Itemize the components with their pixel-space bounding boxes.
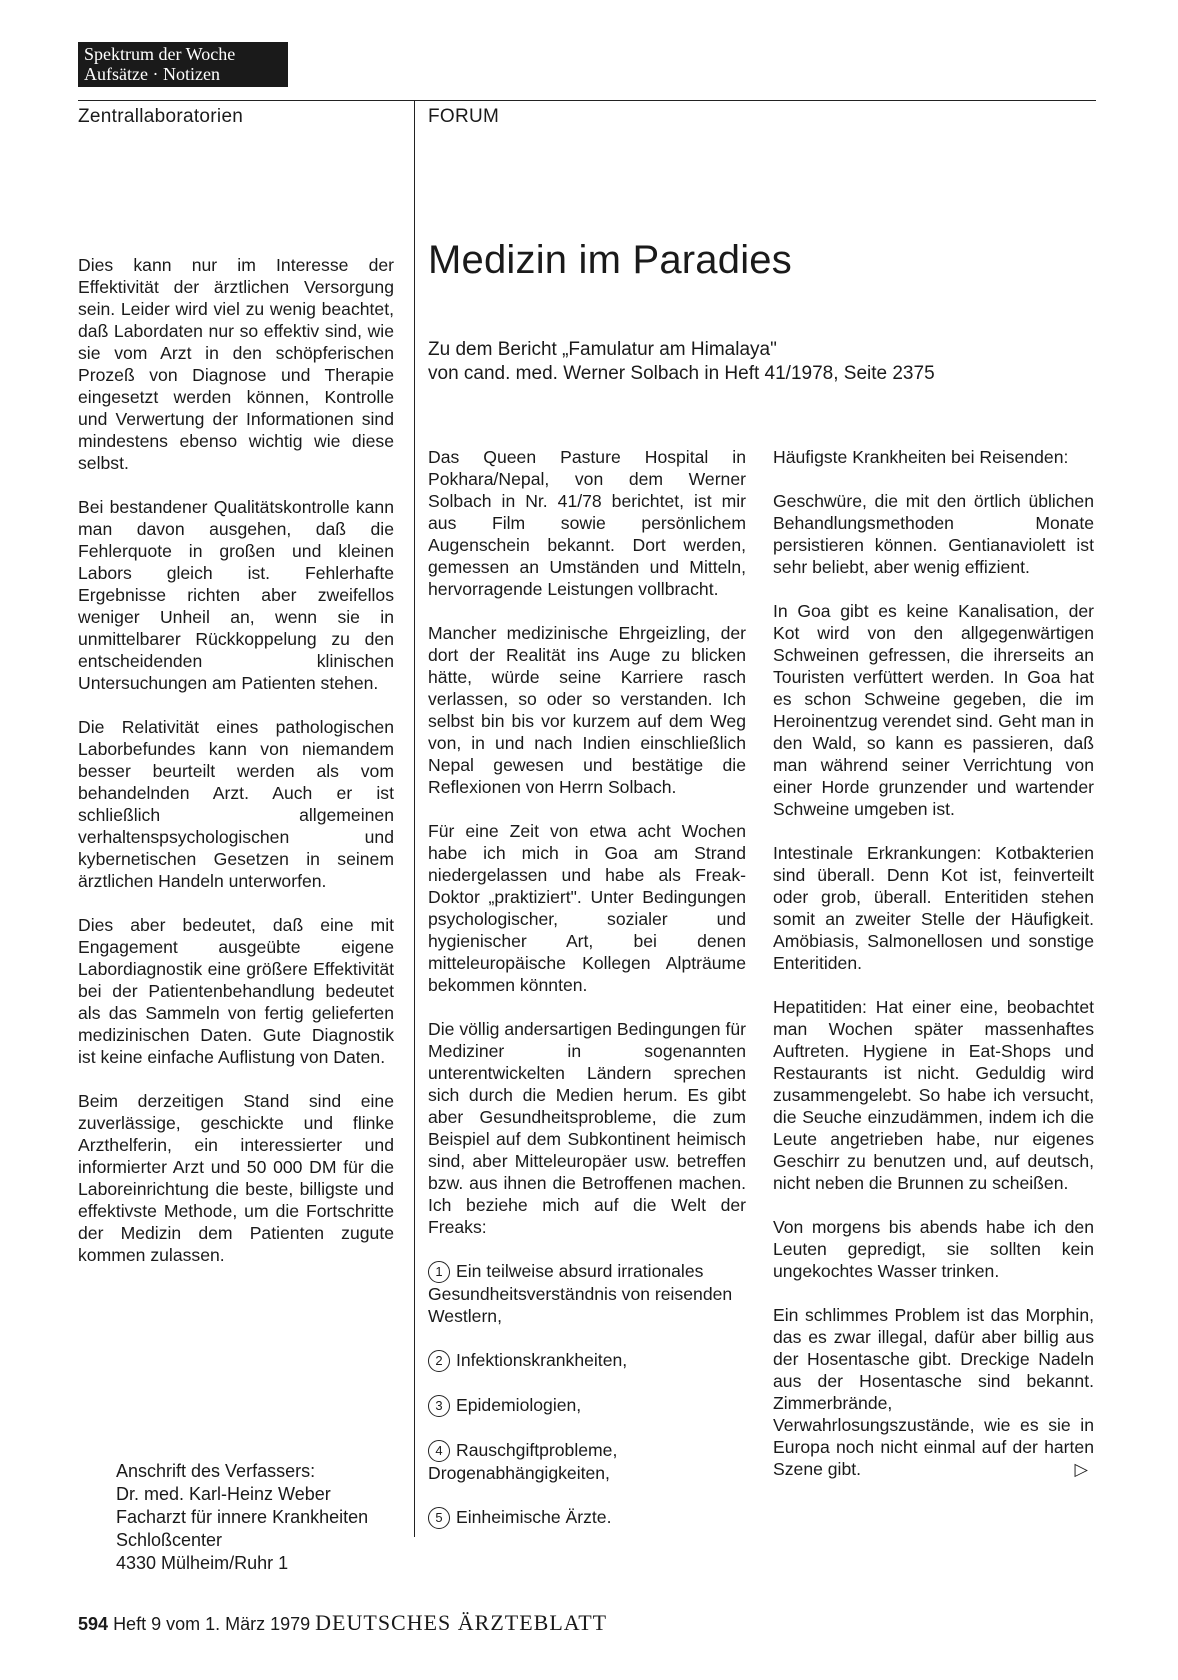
- paragraph: Intestinale Erkrankungen: Kotbakterien sind überall. Denn Kot ist, feinverteilt oder grob, überall. Enteritiden stehen somit an zweiter Stelle der Häufigkeit. Amöbiasis, Salmonellosen und sonstige Enteritiden.: [773, 843, 1094, 973]
- forum-column-1: [428, 446, 746, 1551]
- number-circle: 2: [428, 1350, 450, 1372]
- issue-info: Heft 9 vom 1. März 1979: [113, 1614, 311, 1634]
- address-label: Anschrift des Verfassers:: [116, 1461, 316, 1481]
- list-item: [428, 1260, 746, 1327]
- paragraph: Von morgens bis abends habe ich den Leuten gepredigt, sie sollten kein ungekochtes Wasser trinken.: [773, 1217, 1094, 1281]
- paragraph: Geschwüre, die mit den örtlich üblichen Behandlungsmethoden Monate persistieren können. Gentianaviolett ist sehr beliebt, aber wenig effizient.: [773, 491, 1094, 577]
- subtitle-line-1: Zu dem Bericht „Famulatur am Himalaya": [428, 339, 777, 360]
- column-divider: [414, 100, 415, 1537]
- paragraph: Dies aber bedeutet, daß eine mit Engagement ausgeübte eigene Labordiagnostik eine größere Effektivität bei der Patientenbehandlung bedeutet als das Sammeln von fertig gelieferten medizinischen Daten. Gute Diagnostik ist keine einfache Auflistung von Daten.: [78, 915, 394, 1067]
- number-circle: 1: [428, 1261, 450, 1283]
- paragraph: Für eine Zeit von etwa acht Wochen habe ich mich in Goa am Strand niedergelassen und habe als Freak-Doktor „praktiziert". Unter Bedingungen psychologischer, sozialer und hygienischer Art, bei denen mitteleuropäische Kollegen Alpträume bekommen könnten.: [428, 821, 746, 995]
- banner-line-1: Spektrum der Woche: [84, 44, 236, 64]
- author-address: [116, 1460, 368, 1575]
- article-subtitle: [428, 338, 1068, 386]
- paragraph: Das Queen Pasture Hospital in Pokhara/Nepal, von dem Werner Solbach in Nr. 41/78 berichtet, ist mir aus Film sowie persönlichem Augenschein bekannt. Dort werden, gemessen an Umständen und Mitteln, hervorragende Leistungen vollbracht.: [428, 447, 746, 599]
- forum-section-heading: FORUM: [428, 106, 500, 127]
- paragraph: In Goa gibt es keine Kanalisation, der Kot wird von den allgegenwärtigen Schweinen gefressen, die ihrerseits an Touristen verfüttert werden. In Goa hat es schon Schweine gegeben, die im Heroinentzug verendet sind. Geht man in den Wald, so kann es passieren, daß man während seiner Verrichtung von einer Horde grunzender und wartender Schweine umgeben ist.: [773, 601, 1094, 819]
- paragraph: Die Relativität eines pathologischen Laborbefundes kann von niemandem besser beurteilt werden als vom behandelnden Arzt. Auch er ist schließlich allgemeinen verhaltenspsychologischen und kybernetischen Gesetzen in seinem ärztlichen Handeln unterworfen.: [78, 717, 394, 891]
- address-title: Facharzt für innere Krankheiten: [116, 1507, 369, 1527]
- list-item: [428, 1506, 746, 1529]
- left-section-heading: Zentrallaboratorien: [78, 106, 244, 127]
- paragraph: Hepatitiden: Hat einer eine, beobachtet man Wochen später massenhaftes Auftreten. Hygiene in Eat-Shops und Restaurants ist nicht. Geduldig wird zusammengelebt. So habe ich versucht, die Seuche einzudämmen, indem ich die Leute angetrieben habe, nur eigenes Geschirr zu benutzen und, auf deutsch, nicht neben die Brunnen zu scheißen.: [773, 997, 1094, 1193]
- list-item: [428, 1439, 746, 1484]
- article-title: Medizin im Paradies: [428, 238, 792, 282]
- paragraph: Beim derzeitigen Stand sind eine zuverlässige, geschickte und flinke Arzthelferin, ein interessierter und informierter Arzt und 50 000 DM für die Laboreinrichtung die beste, billigste und effektivste Methode, um die Fortschritte der Medizin dem Patienten zugute kommen zulassen.: [78, 1091, 394, 1265]
- banner-line-2: Aufsätze · Notizen: [84, 64, 220, 84]
- list-item-text: Einheimische Ärzte.: [456, 1507, 612, 1527]
- journal-name: DEUTSCHES ÄRZTEBLATT: [315, 1610, 608, 1635]
- number-circle: 4: [428, 1440, 450, 1462]
- page-footer: [78, 1610, 607, 1636]
- paragraph: Bei bestandener Qualitätskontrolle kann man davon ausgehen, daß die Fehlerquote in großen und kleinen Labors gleich ist. Fehlerhafte Ergebnisse richten aber zweifellos weniger Unheil an, wenn sie in unmittelbarer Rückkoppelung zu den entscheidenden klinischen Untersuchungen am Patienten stehen.: [78, 497, 394, 693]
- page-number: 594: [78, 1614, 109, 1634]
- subtitle-line-2: von cand. med. Werner Solbach in Heft 41/1978, Seite 2375: [428, 363, 935, 384]
- list-item: [428, 1394, 746, 1417]
- list-item-text: Epidemiologien,: [456, 1395, 582, 1415]
- paragraph: Die völlig andersartigen Bedingungen für Mediziner in sogenannten unterentwickelten Ländern sprechen sich durch die Medien herum. Es gibt aber Gesundheitsprobleme, die zum Beispiel auf dem Subkontinent heimisch sind, aber Mitteleuropäer usw. betreffen bzw. aus ihnen die Betroffenen machen. Ich beziehe mich auf die Welt der Freaks:: [428, 1019, 746, 1237]
- address-place: Schloßcenter: [116, 1530, 223, 1550]
- paragraph: Dies kann nur im Interesse der Effektivität der ärztlichen Versorgung sein. Leider wird viel zu wenig beachtet, daß Labordaten nur so effektiv sind, wie sie vom Arzt in den schöpferischen Prozeß von Diagnose und Therapie eingesetzt werden können, Kontrolle und Verwertung der Informationen sind mindestens ebenso wichtig wie diese selbst.: [78, 255, 394, 473]
- address-city: 4330 Mülheim/Ruhr 1: [116, 1553, 289, 1573]
- paragraph: [773, 1304, 1094, 1480]
- paragraph: Mancher medizinische Ehrgeizling, der dort der Realität ins Auge zu blicken hätte, würde seine Karriere rasch verlassen, so oder so verstanden. Ich selbst bin bis vor kurzem auf dem Weg von, in und nach Indien einschließlich Nepal gewesen und bestätige die Reflexionen von Herrn Solbach.: [428, 623, 746, 797]
- forum-column-2: [773, 446, 1094, 1502]
- section-banner: [78, 42, 288, 87]
- list-item-text: Infektionskrankheiten,: [456, 1350, 628, 1370]
- paragraph: Häufigste Krankheiten bei Reisenden:: [773, 447, 1069, 467]
- left-article-body: [78, 254, 394, 1288]
- list-item-text: Rauschgiftprobleme, Drogenabhängigkeiten,: [428, 1440, 618, 1483]
- number-circle: 3: [428, 1395, 450, 1417]
- continue-arrow-icon: ▷: [1074, 1459, 1088, 1479]
- number-circle: 5: [428, 1507, 450, 1529]
- top-rule: [78, 100, 1096, 101]
- list-item-text: Ein teilweise absurd irrationales Gesundheitsverständnis von reisenden Westlern,: [428, 1261, 733, 1326]
- address-name: Dr. med. Karl-Heinz Weber: [116, 1484, 331, 1504]
- list-item: [428, 1349, 746, 1372]
- paragraph-text: Ein schlimmes Problem ist das Morphin, das es zwar illegal, dafür aber billig aus der Hosentasche gibt. Dreckige Nadeln aus der Hosentasche sind bekannt. Zimmerbrände, Verwahrlosungszustände, wie es sie in Europa noch nicht einmal auf der harten Szene gibt.: [773, 1305, 1094, 1479]
